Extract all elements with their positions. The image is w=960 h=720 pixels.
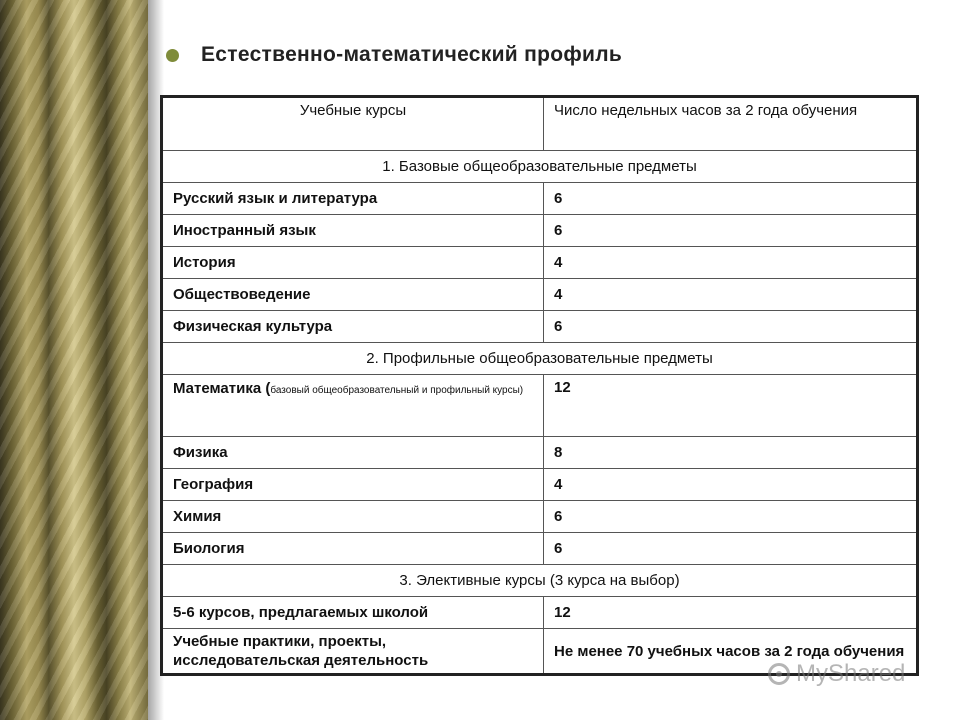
- course-hours: 6: [544, 215, 918, 247]
- section-row: [162, 151, 918, 183]
- header-hours: Число недельных часов за 2 года обучения: [544, 97, 918, 151]
- watermark-text: MyShared: [796, 660, 906, 687]
- course-hours: 6: [544, 183, 918, 215]
- course-hours: 4: [544, 247, 918, 279]
- course-hours: 8: [544, 437, 918, 469]
- course-hours: 12: [544, 375, 918, 437]
- section-title: 2. Профильные общеобразовательные предметы: [162, 343, 918, 375]
- page-title: Естественно-математический профиль: [201, 43, 623, 66]
- table-row: [162, 597, 918, 629]
- course-name: Биология: [162, 533, 544, 565]
- section-title: 3. Элективные курсы (3 курса на выбор): [162, 565, 918, 597]
- header-courses: Учебные курсы: [162, 97, 544, 151]
- table-row: [162, 375, 918, 437]
- course-hours: 4: [544, 279, 918, 311]
- course-hours: 6: [544, 533, 918, 565]
- course-name: История: [162, 247, 544, 279]
- course-name: Иностранный язык: [162, 215, 544, 247]
- course-hours: 6: [544, 311, 918, 343]
- course-hours: 6: [544, 501, 918, 533]
- table-row: [162, 311, 918, 343]
- watermark-logo-icon: [768, 663, 790, 685]
- section-row: [162, 565, 918, 597]
- decorative-side-band: [0, 0, 148, 720]
- table-row: [162, 183, 918, 215]
- bullet-icon: [166, 49, 179, 62]
- table-row: [162, 279, 918, 311]
- table-row: [162, 215, 918, 247]
- course-name: Учебные практики, проекты, исследовательская деятельность: [162, 629, 544, 675]
- course-name: Русский язык и литература: [162, 183, 544, 215]
- table-row: [162, 501, 918, 533]
- watermark: [768, 660, 905, 688]
- course-hours: Не менее 70 учебных часов за 2 года обучения: [544, 629, 918, 675]
- section-title: 1. Базовые общеобразовательные предметы: [162, 151, 918, 183]
- section-row: [162, 343, 918, 375]
- course-note: базовый общеобразовательный и профильный курсы): [270, 385, 524, 396]
- course-name: Обществоведение: [162, 279, 544, 311]
- course-name: Математика (: [173, 380, 271, 397]
- table-row: [162, 437, 918, 469]
- course-name: 5-6 курсов, предлагаемых школой: [162, 597, 544, 629]
- course-hours: 4: [544, 469, 918, 501]
- curriculum-table: [160, 95, 919, 676]
- course-name-cell: [162, 375, 544, 437]
- table-row: [162, 247, 918, 279]
- course-name: Физика: [162, 437, 544, 469]
- course-hours: 12: [544, 597, 918, 629]
- course-name: Химия: [162, 501, 544, 533]
- course-name: География: [162, 469, 544, 501]
- table-header-row: [162, 97, 918, 151]
- table-row: [162, 469, 918, 501]
- title-row: [166, 40, 622, 70]
- course-name: Физическая культура: [162, 311, 544, 343]
- table-row: [162, 533, 918, 565]
